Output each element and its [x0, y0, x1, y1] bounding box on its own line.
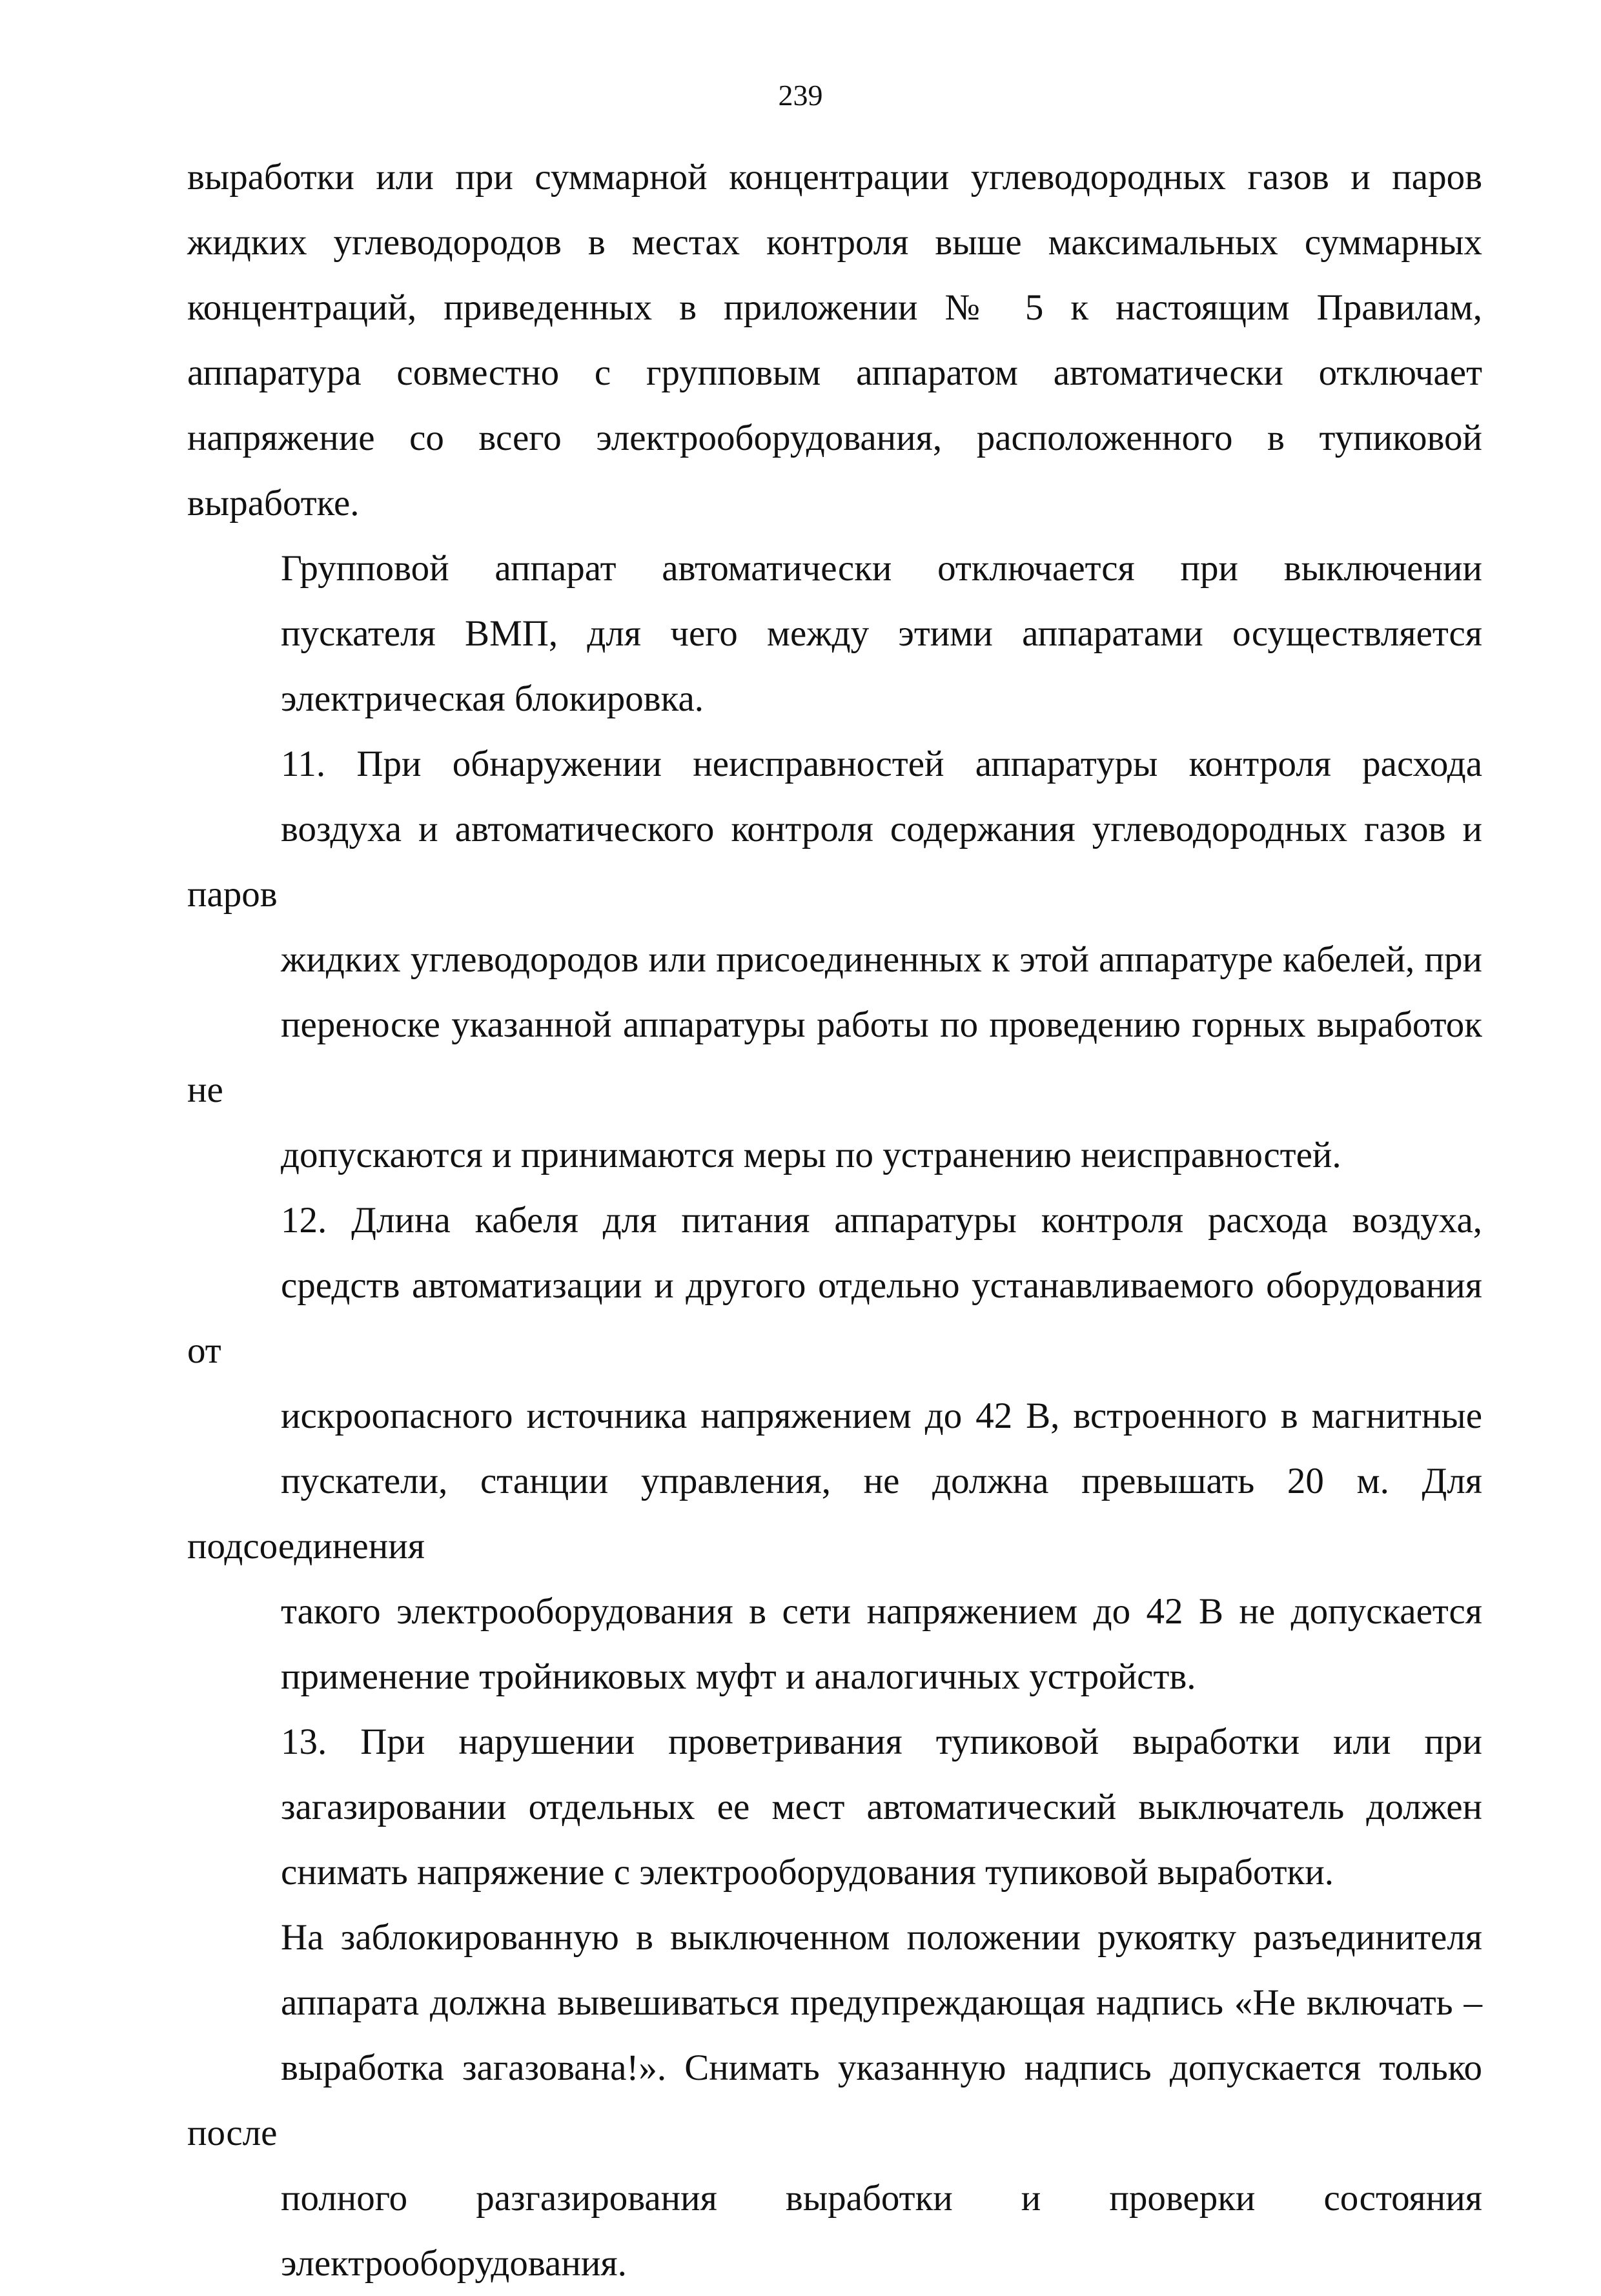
text-line: пускатели, станции управления, не должна превышать 20 м. Для подсоединения	[187, 1461, 1482, 1567]
text-line: жидких углеводородов в местах контроля выше максимальных суммарных	[187, 222, 1482, 263]
paragraph-p6	[187, 1905, 1482, 2296]
document-body	[187, 145, 1482, 2296]
text-line: аппаратура совместно с групповым аппаратом автоматически отключает	[187, 352, 1482, 393]
text-line: 12. Длина кабеля для питания аппаратуры контроля расхода воздуха,	[281, 1200, 1482, 1241]
text-line: выработка загазована!». Снимать указанную надпись допускается только после	[187, 2047, 1482, 2153]
text-line: пускателя ВМП, для чего между этими аппаратами осуществляется	[281, 613, 1482, 654]
text-line: загазировании отдельных ее мест автоматический выключатель должен	[281, 1787, 1482, 1827]
text-line: 13. При нарушении проветривания тупиковой выработки или при	[281, 1722, 1482, 1762]
text-line: выработке.	[187, 483, 360, 523]
text-line: средств автоматизации и другого отдельно устанавливаемого оборудования от	[187, 1265, 1482, 1371]
text-line: напряжение со всего электрооборудования, расположенного в тупиковой	[187, 418, 1482, 458]
text-line: 11. При обнаружении неисправностей аппаратуры контроля расхода	[281, 744, 1482, 784]
text-line: полного разгазирования выработки и проверки состояния	[281, 2178, 1482, 2219]
text-line: искроопасного источника напряжением до 42 В, встроенного в магнитные	[281, 1396, 1482, 1436]
text-line: На заблокированную в выключенном положении рукоятку разъединителя	[281, 1917, 1482, 1958]
text-line: воздуха и автоматического контроля содержания углеводородных газов и паров	[187, 809, 1482, 915]
text-line: снимать напряжение с электрооборудования тупиковой выработки.	[281, 1852, 1334, 1893]
page-number: 239	[778, 79, 823, 112]
text-line: допускаются и принимаются меры по устранению неисправностей.	[281, 1135, 1341, 1175]
text-line: аппарата должна вывешиваться предупреждающая надпись «Не включать –	[281, 1982, 1482, 2023]
paragraph-p1	[187, 145, 1482, 536]
text-line: электрическая блокировка.	[281, 678, 704, 719]
text-line: электрооборудования.	[281, 2243, 627, 2284]
paragraph-p3	[187, 731, 1482, 1188]
paragraph-p5	[187, 1709, 1482, 1905]
paragraph-p2	[187, 536, 1482, 731]
text-line: применение тройниковых муфт и аналогичных устройств.	[281, 1656, 1196, 1697]
paragraph-p4	[187, 1188, 1482, 1709]
text-line: Групповой аппарат автоматически отключается при выключении	[281, 548, 1482, 589]
text-line: выработки или при суммарной концентрации углеводородных газов и паров	[187, 157, 1482, 198]
text-line: концентраций, приведенных в приложении № 5 к настоящим Правилам,	[187, 287, 1482, 328]
text-line: переноске указанной аппаратуры работы по проведению горных выработок не	[187, 1004, 1482, 1110]
text-line: жидких углеводородов или присоединенных к этой аппаратуре кабелей, при	[281, 939, 1482, 980]
text-line: такого электрооборудования в сети напряжением до 42 В не допускается	[281, 1591, 1482, 1632]
